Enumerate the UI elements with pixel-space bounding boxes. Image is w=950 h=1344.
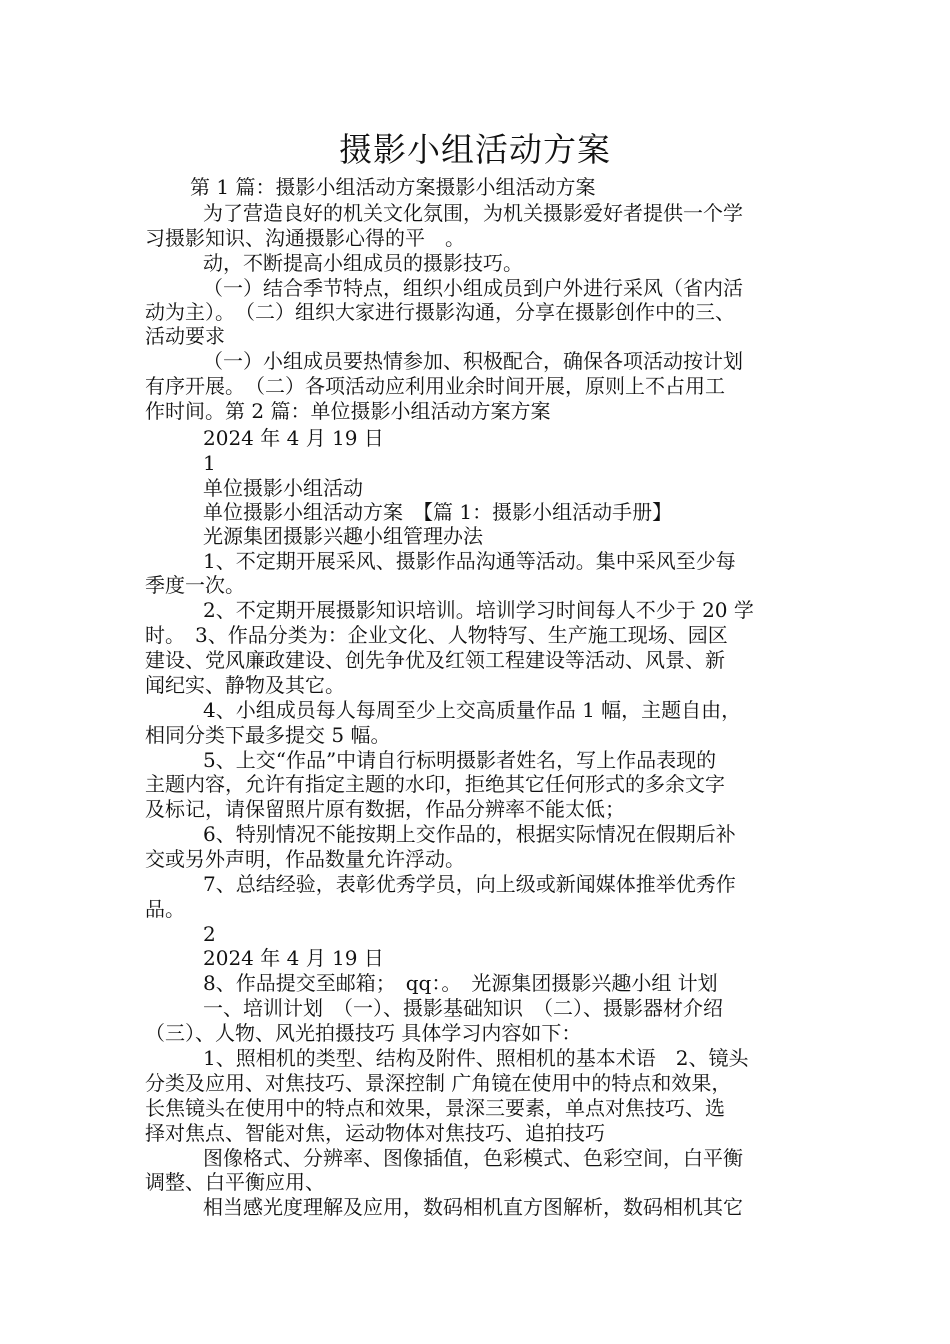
text-line: （一）小组成员要热情参加、积极配合，确保各项活动按计划 bbox=[203, 349, 743, 373]
text-line: 5、上交“作品”中请自行标明摄影者姓名，写上作品表现的 bbox=[203, 748, 717, 772]
text-line: 作时间。第 2 篇：单位摄影小组活动方案方案 bbox=[145, 399, 551, 423]
text-line: （一）结合季节特点，组织小组成员到户外进行采风（省内活 bbox=[203, 276, 743, 300]
text-line: 为了营造良好的机关文化氛围，为机关摄影爱好者提供一个学 bbox=[203, 201, 743, 225]
text-line: 交或另外声明，作品数量允许浮动。 bbox=[145, 847, 465, 871]
text-line: 4、小组成员每人每周至少上交高质量作品 1 幅，主题自由， bbox=[203, 698, 742, 722]
text-line: 单位摄影小组活动方案 【篇 1：摄影小组活动手册】 bbox=[203, 500, 673, 524]
text-line: （三）、人物、风光拍摄技巧 具体学习内容如下： bbox=[145, 1021, 582, 1045]
text-line: 择对焦点、智能对焦，运动物体对焦技巧、追拍技巧 bbox=[145, 1121, 605, 1145]
text-line: 7、总结经验，表彰优秀学员，向上级或新闻媒体推举优秀作 bbox=[203, 872, 736, 896]
text-line: 1、不定期开展采风、摄影作品沟通等活动。集中采风至少每 bbox=[203, 549, 736, 573]
text-line: 2024 年 4 月 19 日 bbox=[203, 946, 384, 970]
text-line: 一、培训计划 （一）、摄影基础知识 （二）、摄影器材介绍 bbox=[203, 996, 723, 1020]
text-line: 2024 年 4 月 19 日 bbox=[203, 426, 384, 450]
text-line: 相当感光度理解及应用，数码相机直方图解析，数码相机其它 bbox=[203, 1195, 743, 1219]
text-line: 动为主）。 （二）组织大家进行摄影沟通，分享在摄影创作中的三、 bbox=[145, 300, 735, 324]
text-line: 第 1 篇：摄影小组活动方案摄影小组活动方案 bbox=[190, 175, 596, 199]
text-line: 时。 3、作品分类为：企业文化、人物特写、生产施工现场、园区 bbox=[145, 623, 728, 647]
text-line: 1 bbox=[203, 451, 216, 475]
text-line: 季度一次。 bbox=[145, 573, 245, 597]
text-line: 单位摄影小组活动 bbox=[203, 476, 363, 500]
text-line: 习摄影知识、沟通摄影心得的平 。 bbox=[145, 226, 465, 250]
text-line: 8、作品提交至邮箱； qq：。 光源集团摄影兴趣小组 计划 bbox=[203, 971, 718, 995]
text-line: 活动要求 bbox=[145, 324, 225, 348]
text-line: 光源集团摄影兴趣小组管理办法 bbox=[203, 524, 483, 548]
text-line: 分类及应用、对焦技巧、景深控制 广角镜在使用中的特点和效果， bbox=[145, 1071, 732, 1095]
text-line: 动，不断提高小组成员的摄影技巧。 bbox=[203, 251, 523, 275]
text-line: 有序开展。 （二）各项活动应利用业余时间开展，原则上不占用工 bbox=[145, 374, 725, 398]
text-line: 调整、白平衡应用、 bbox=[145, 1170, 325, 1194]
text-line: 6、特别情况不能按期上交作品的，根据实际情况在假期后补 bbox=[203, 822, 736, 846]
text-line: 2 bbox=[203, 922, 216, 946]
text-line: 图像格式、分辨率、图像插值，色彩模式、色彩空间，白平衡 bbox=[203, 1146, 743, 1170]
text-line: 品。 bbox=[145, 897, 185, 921]
document-title: 摄影小组活动方案 bbox=[339, 130, 611, 169]
text-line: 长焦镜头在使用中的特点和效果，景深三要素，单点对焦技巧、选 bbox=[145, 1096, 725, 1120]
text-line: 2、不定期开展摄影知识培训。培训学习时间每人不少于 20 学 bbox=[203, 598, 754, 622]
text-line: 1、照相机的类型、结构及附件、照相机的基本术语 2、镜头 bbox=[203, 1046, 749, 1070]
text-line: 主题内容，允许有指定主题的水印，拒绝其它任何形式的多余文字 bbox=[145, 772, 725, 796]
text-line: 建设、党风廉政建设、创先争优及红领工程建设等活动、风景、新 bbox=[145, 648, 725, 672]
text-line: 及标记，请保留照片原有数据，作品分辨率不能太低； bbox=[145, 797, 625, 821]
text-line: 相同分类下最多提交 5 幅。 bbox=[145, 723, 391, 747]
text-line: 闻纪实、静物及其它。 bbox=[145, 673, 345, 697]
